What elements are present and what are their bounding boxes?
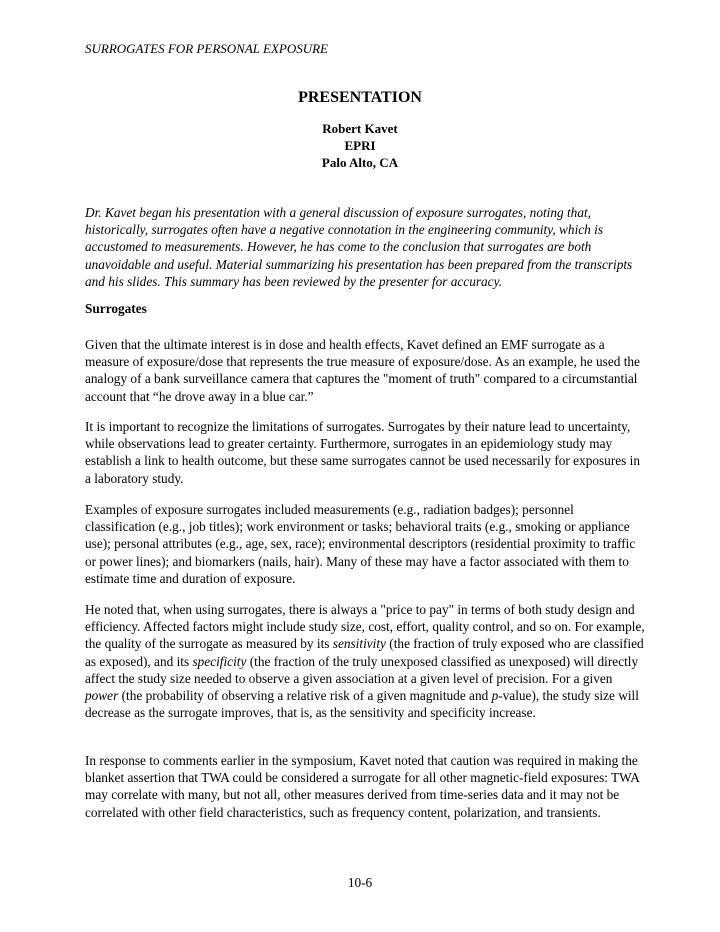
intro-paragraph: Dr. Kavet began his presentation with a general discussion of exposure surrogates, noting that, historically, surrogates often have a negative connotation in the engineering community, which is accustomed to measurements. However, he has come to the conclusion that surrogates are both unavoidable and useful. Material summarizing his presentation has been prepared from the transcripts and his slides. This summary has been reviewed by the presenter for accuracy.: [85, 205, 633, 289]
text-span: (the fraction of truly exposed who are classified as exposed), and its: [85, 636, 644, 669]
presenter-organization: EPRI: [344, 138, 376, 153]
presenter-location: Palo Alto, CA: [321, 155, 399, 170]
paragraph-surrogate-definition: Given that the ultimate interest is in dose and health effects, Kavet defined an EMF surrogate as a measure of exposure/dose that represents the true measure of exposure/dose. As an example, he used the analogy of a bank surveillance camera that captures the "moment of truth" compared to a circumstantial account that “he drove away in a blue car.”: [85, 337, 640, 404]
page-number: 10-6: [347, 875, 373, 890]
paragraph-twa-caution: In response to comments earlier in the symposium, Kavet noted that caution was required in making the blanket assertion that TWA could be considered a surrogate for all other magnetic-field exposures: TWA may correlate with many, but not all, other measures derived from time-series data and it may not be correlated with other field characteristics, such as frequency content, polarization, and transients.: [85, 753, 640, 820]
paragraph-price-to-pay: [85, 601, 645, 721]
text-span: (the fraction of the truly unexposed classified as unexposed) will directly affect the study size needed to observe a given association at a given level of precision. For a given: [85, 653, 639, 686]
text-span: -value), the study size will decrease as the surrogate improves, that is, as the sensitivity and specificity increase.: [85, 688, 639, 721]
text-span: He noted that, when using surrogates, there is always a "price to pay" in terms of both study design and efficiency. Affected factors might include study size, cost, effort, quality control, and so on. For example, the quality of the surrogate as measured by its: [85, 602, 645, 652]
sensitivity-term: sensitivity: [332, 636, 386, 652]
page-title: PRESENTATION: [298, 89, 422, 106]
running-header: SURROGATES FOR PERSONAL EXPOSURE: [85, 41, 328, 56]
text-span: (the probability of observing a relative risk of a given magnitude and: [118, 688, 492, 704]
section-heading: Surrogates: [85, 301, 147, 316]
power-term: power: [85, 688, 119, 704]
specificity-term: specificity: [192, 653, 247, 669]
paragraph-examples: Examples of exposure surrogates included measurements (e.g., radiation badges); personnel classification (e.g., job titles); work environment or tasks; behavioral traits (e.g., smoking or appliance use); personal attributes (e.g., age, sex, race); environmental descriptors (residential proximity to traffic or power lines); and biomarkers (nails, hair). Many of these may have a factor associated with them to estimate time and duration of exposure.: [85, 502, 636, 586]
p-value-term: p: [491, 688, 499, 704]
presenter-name: Robert Kavet: [322, 121, 398, 136]
paragraph-limitations: It is important to recognize the limitations of surrogates. Surrogates by their nature lead to uncertainty, while observations lead to greater certainty. Furthermore, surrogates in an epidemiology study may establish a link to health outcome, but these same surrogates cannot be used necessarily for exposures in a laboratory study.: [85, 419, 640, 486]
